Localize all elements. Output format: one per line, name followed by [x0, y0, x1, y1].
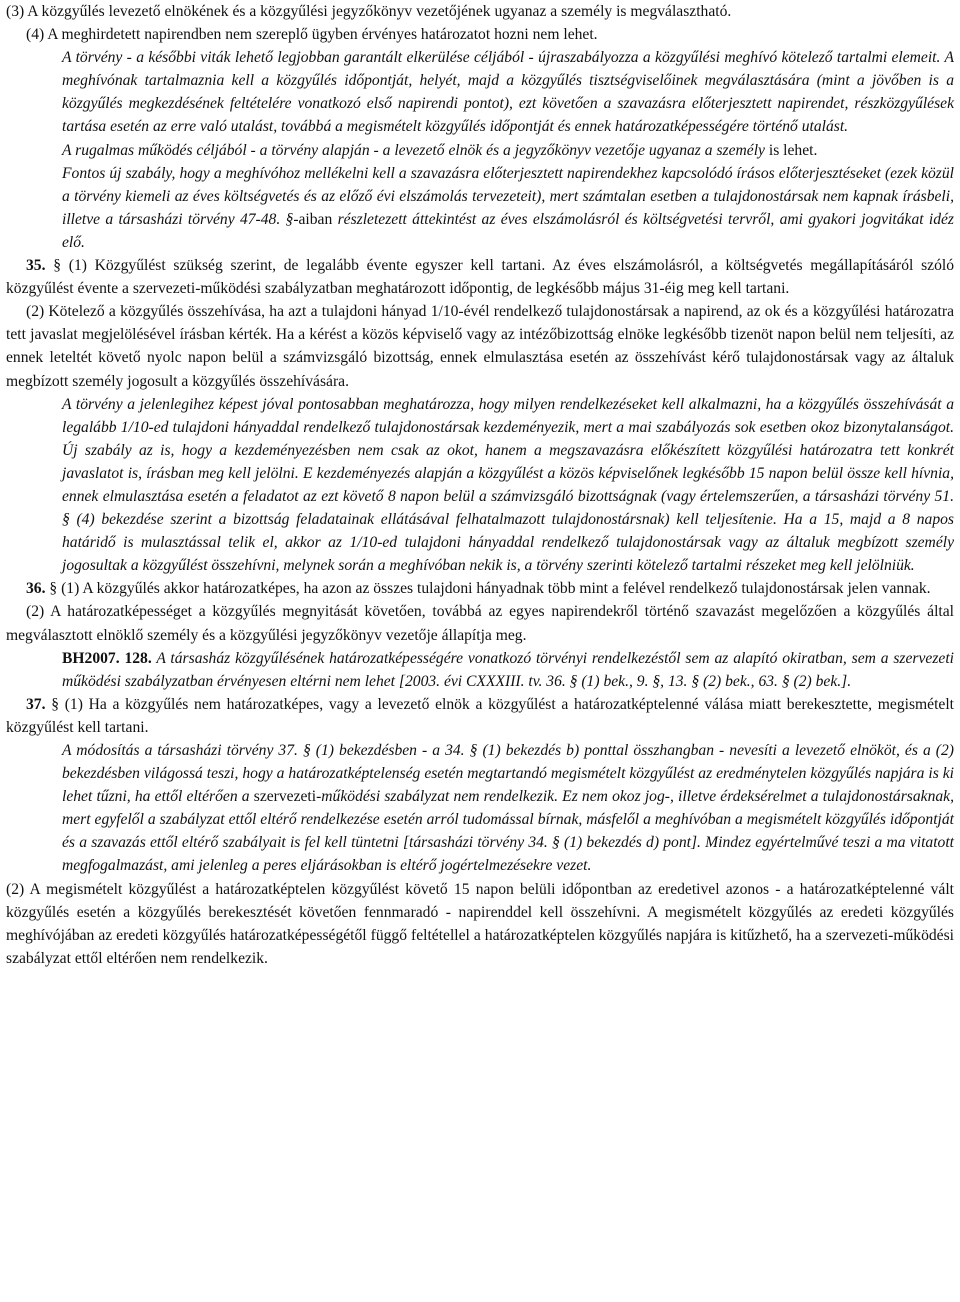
section-35-paragraph-1	[6, 254, 954, 300]
commentary-invitation: A törvény - a későbbi viták lehető legjobban garantált elkerülése céljából - újraszabályozza a közgyűlési meghívó kötelező tartalmi elemeit. A meghívónak tartalmaznia kell a közgyűlés időpontját, helyét, majd a közgyűlés tisztségviselőinek megválasztására (mint a jövőben is a közgyűlés megkezdésének feltételére vonatkozó első napirendi pontot), ezt követően a szavazásra előterjesztett napirendet, részközgyűlések tartása esetén az erre való utalást, továbbá a megismételt közgyűlés időpontját és ennek határozatképességére történő utalást.	[62, 49, 954, 136]
commentary-flexibility-italic: A rugalmas működés céljából - a törvény alapján - a levezető elnök és a jegyzőkönyv vezetője ugyanaz a személy	[62, 141, 765, 159]
paragraph-3: (3) A közgyűlés levezető elnökének és a közgyűlési jegyzőkönyv vezetőjének ugyanaz a személy is megválasztható.	[6, 3, 732, 20]
section-36-number: 36.	[26, 580, 46, 598]
section-37-number: 37.	[26, 695, 46, 713]
commentary-repeated-c: működési szabályzat nem rendelkezik. Ez nem okoz jog-, illetve érdeksérelmet a tulajdonostársaknak, mert egyfelől a szabályzat ettől eltérő rendelkezése esetén arról tudomással bírnak, másfelől a meghívóban a megismételt közgyűlés időpontját és a szavazás ettől eltérő szabályait is fel kell tüntetni [társasházi törvény 34. § (1) bekezdés d) pont]. Mindez egyértelművé teszi a ma vitatott megfogalmazást, ami jelenleg a peres eljárásokban is eltérő jogértelmezésekre vezet.	[62, 788, 954, 875]
section-37-paragraph-1	[6, 693, 954, 739]
commentary-repeated-a: A módosítás a társasházi törvény 37. § (1) bekezdésben - a 34. § (1) bekezdés b) ponttal összhangban - nevesíti a levezető elnököt, és a (2) bekezdésben világossá teszi, hogy a határozatképtelenség esetén megtartandó megismételt közgyűlést az eredménytelen közgyűlés napjára is ki lehet tűzni, ha ettől eltérően a	[62, 742, 954, 806]
commentary-attachments-end: részletezett áttekintést az éves elszámolásról és költségvetési tervről, ami gyakori jogvitákat idéz elő.	[62, 210, 954, 251]
commentary-attachments	[62, 162, 954, 254]
commentary-convening: A törvény a jelenlegihez képest jóval pontosabban meghatározza, hogy milyen rendelkezéseket kell alkalmazni, ha a közgyűlés összehívását a legalább 1/10-ed tulajdoni hányaddal rendelkező tulajdonostársak kezdeményezik, mert a mai szabályozás sok esetben okoz bizonytalanságot. Új szabály az is, hogy a kezdeményezésben nem csak az okot, hanem a megszavazásra előkészített közgyűlési határozatra tett konkrét javaslatot is, írásban meg kell jelölni. E kezdeményezés alapján a közgyűlést a közös képviselőnek legkésőbb 15 napon belül össze kell hívnia, ennek elmulasztása esetén a feladatot az ezt követő 8 napon belül a számvizsgáló bizottságnak (vagy értelemszerűen, a társasházi törvény 51. § (4) bekezdése szerint a bizottság feladatainak ellátásával felhatalmazott tulajdonostársnak) kell teljesítenie. Ha a 15, majd a 8 napos határidő is mulasztással telik el, akkor az 1/10-ed tulajdoni hányaddal rendelkező tulajdonostársak vagy az általuk megbízott személy jogosultak a közgyűlést összehívni, melynek során a meghívóban nekik is, a törvény szerinti kötelező tartalmi részeket meg kell jelölniük.	[62, 395, 954, 575]
court-decision	[62, 647, 954, 693]
paragraph-4: (4) A meghirdetett napirendben nem szereplő ügyben érvényes határozatot hozni nem lehet.	[26, 26, 598, 44]
section-37-paragraph-2: (2) A megismételt közgyűlést a határozatképtelen közgyűlést követő 15 napon belüli időpontban az eredetivel azonos - a határozatképtelenné vált közgyűlés esetén a közgyűlés berekesztését követően fennmaradó - napirenddel kell összehívni. A megismételt közgyűlés az eredeti közgyűlés meghívójában az eredeti közgyűlés határozatképességétől függő feltétellel a határozatképtelen közgyűlés napjára is kitűzhető, ha a szervezeti-működési szabályzat ettől eltérően nem rendelkezik.	[6, 880, 954, 967]
section-36-text: § (1) A közgyűlés akkor határozatképes, ha azon az összes tulajdoni hányadnak több mint a felével rendelkező tulajdonostársak jelen vannak.	[45, 580, 931, 598]
section-35-paragraph-2: (2) Kötelező a közgyűlés összehívása, ha azt a tulajdoni hányad 1/10-évél rendelkező tulajdonostársak a napirend, az ok és a közgyűlési határozatra tett javaslat megjelölésével írásban kérték. Ha a kérést a közös képviselő vagy az intézőbizottság elnöke legkésőbb tizenöt napon belül nem teljesíti, az ennek leteltét követő nyolc napon belül a számvizsgáló bizottság, ennek elmulasztása esetén az összehívást kérő tulajdonostársak vagy az általuk megbízott személy jogosult a közgyűlés összehívására.	[6, 303, 954, 390]
section-37-text: § (1) Ha a közgyűlés nem határozatképes, vagy a levezető elnök a közgyűlést a határozatképtelenné válása miatt berekesztette, megismételt közgyűlést kell tartani.	[6, 695, 954, 736]
section-35-number: 35.	[26, 257, 46, 275]
commentary-repeated-meeting	[62, 739, 954, 878]
court-decision-text: A társasház közgyűlésének határozatképességére vonatkozó törvényi rendelkezéstől sem az alapító okiratban, sem a szervezeti működési szabályzatban érvényesen eltérni nem lehet [2003. évi CXXXIII. tv. 36. § (1) bek., 9. §, 13. § (2) bek., 63. § (2) bek.].	[62, 649, 954, 690]
section-35-text: § (1) Közgyűlést szükség szerint, de legalább évente egyszer kell tartani. Az éves elszámolásról, a költségvetés megállapításáról szóló közgyűlést évente a szervezeti-működési szabályzatban meghatározott időpontig, de legkésőbb május 31-éig meg kell tartani.	[6, 257, 954, 298]
court-decision-number: BH2007. 128.	[62, 649, 152, 667]
commentary-flexibility	[62, 139, 954, 162]
commentary-attachments-upright: -aiban	[293, 210, 333, 228]
section-36-paragraph-2: (2) A határozatképességet a közgyűlés megnyitását követően, továbbá az egyes napirendekről történő szavazást megelőzően a közgyűlés által megválasztott elnöklő személy és a közgyűlési jegyzőkönyv vezetője állapítja meg.	[6, 603, 954, 644]
commentary-attachments-italic: Fontos új szabály, hogy a meghívóhoz mellékelni kell a szavazásra előterjesztett napirendekhez kapcsolódó írásos előterjesztéseket (ezek közül a törvény kiemeli az éves költségvetés és az előző évi elszámolás tervezeteit), mert számtalan esetben a tulajdonostársak nem kapnak írásbeli, illetve a társasházi törvény 47-48. §	[62, 164, 954, 228]
commentary-repeated-b: szervezeti-	[249, 788, 322, 806]
section-36-paragraph-1	[6, 577, 954, 600]
commentary-flexibility-upright: is lehet.	[764, 141, 818, 159]
